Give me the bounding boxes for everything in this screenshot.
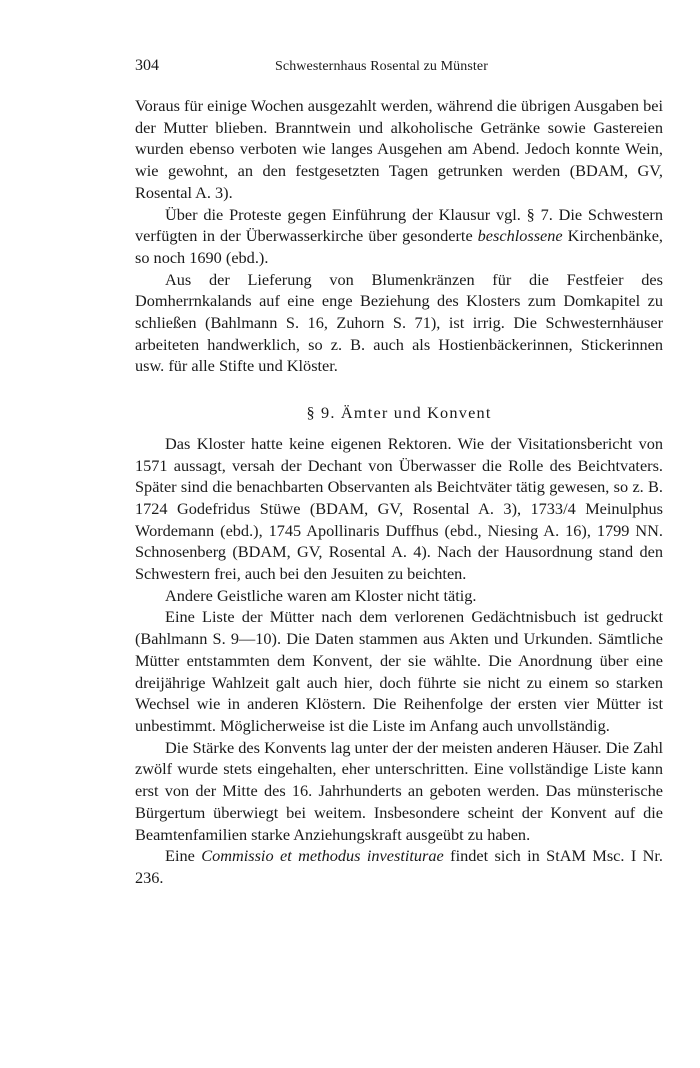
paragraph-text: findet sich in StAM Msc. I Nr. 236.: [135, 846, 663, 887]
paragraph: Voraus für einige Wochen ausgezahlt werden, während die übrigen Ausgaben bei der Mutter blieben. Branntwein und alkoholische Getränke sowie Gastereien wurden ebenso verboten wie langes Ausgehen am Abend. Jedoch konnte Wein, wie gewohnt, an den festgesetzten Tagen getrunken werden (BDAM, GV, Rosental A. 3).: [135, 96, 663, 202]
paragraph: Eine Liste der Mütter nach dem verlorenen Gedächtnisbuch ist gedruckt (Bahlmann S. 9—10). Die Daten stammen aus Akten und Urkunden. Sämtliche Mütter entstammten dem Konvent, der sie wählte. Die Anordnung über eine dreijährige Wahlzeit galt auch hier, doch führte sie nicht zu einem so starken Wechsel wie in anderen Klöstern. Die Reihenfolge der ersten vier Mütter ist unbestimmt. Möglicherweise ist die Liste im Anfang auch unvollständig.: [135, 607, 663, 735]
paragraph-text: Über die Proteste gegen Einführung der Klausur vgl. § 7. Die Schwestern verfügten in der Überwasserkirche über gesonderte: [135, 204, 663, 246]
section-heading: § 9. Ämter und Konvent: [306, 403, 492, 423]
paragraph: Die Stärke des Konvents lag unter der der meisten anderen Häuser. Die Zahl zwölf wurde stets eingehalten, eher unterschritten. Eine vollständige Liste kann erst von der Mitte des 16. Jahrhunderts an geboten werden. Das münsterische Bürgertum überwiegt bei weitem. Insbesondere scheint der Konvent auf die Beamtenfamilien starke Anziehungskraft ausgeübt zu haben.: [135, 737, 663, 844]
paragraph: [135, 845, 663, 888]
paragraph-text: Kirchenbänke, so noch 1690 (ebd.).: [135, 226, 663, 267]
page-number: 304: [135, 57, 159, 74]
paragraph: [135, 204, 663, 269]
paragraph-italic: beschlossene: [477, 226, 563, 246]
paragraph: Aus der Lieferung von Blumenkränzen für die Festfeier des Domherrnkalands auf eine enge Beziehung des Klosters zum Domkapitel zu schließen (Bahlmann S. 16, Zuhorn S. 71), ist irrig. Die Schwesternhäuser arbeiteten handwerklich, so z. B. auch als Hostienbäckerinnen, Stickerinnen usw. für alle Stifte und Klöster.: [135, 269, 663, 376]
running-title: Schwesternhaus Rosental zu Münster: [275, 59, 488, 74]
paragraph-italic: Commissio et methodus investiturae: [201, 846, 444, 866]
paragraph: Das Kloster hatte keine eigenen Rektoren. Wie der Visitationsbericht von 1571 aussagt, versah der Dechant von Überwasser die Rolle des Beichtvaters. Später sind die benachbarten Observanten als Beichtväter tätig gewesen, so z. B. 1724 Godefridus Stüwe (BDAM, GV, Rosental A. 3), 1733/4 Meinulphus Wordemann (ebd.), 1745 Apollinaris Duffhus (ebd., Niesing A. 16), 1799 NN. Schnosenberg (BDAM, GV, Rosental A. 4). Nach der Hausordnung stand den Schwestern frei, auch bei den Jesuiten zu beichten.: [135, 433, 663, 584]
page-body: [135, 95, 663, 889]
paragraph-text: Eine: [165, 846, 202, 866]
paragraph: Andere Geistliche waren am Kloster nicht tätig.: [165, 585, 477, 605]
